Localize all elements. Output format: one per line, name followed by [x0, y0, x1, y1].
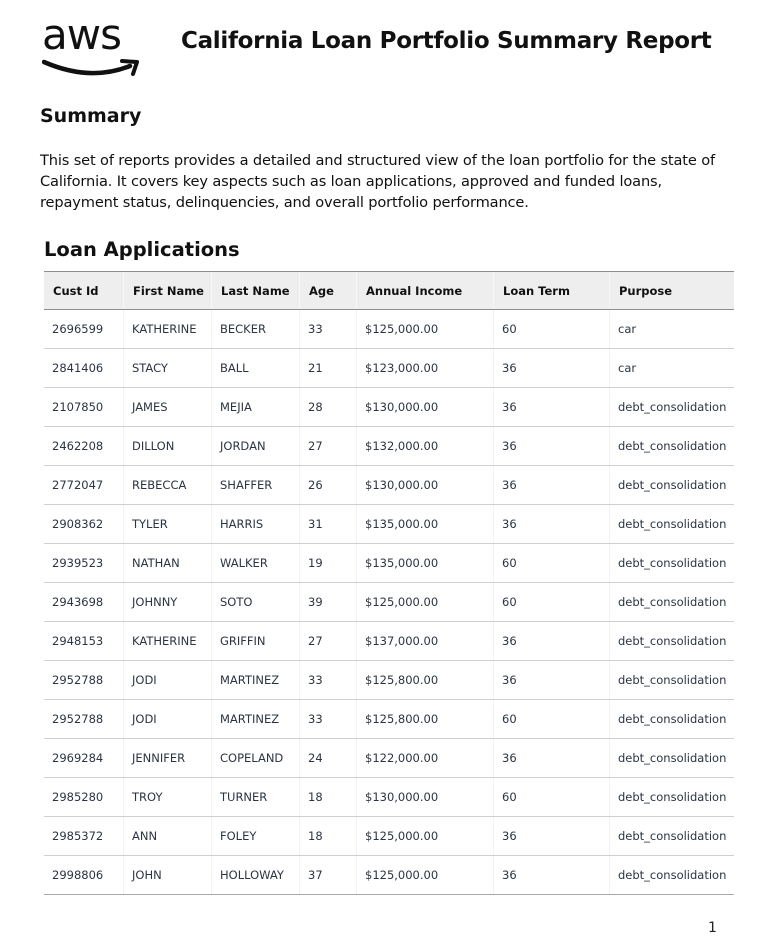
aws-logo-text: aws — [42, 10, 121, 59]
cell-age: 18 — [300, 817, 357, 856]
cell-cust-id: 2908362 — [44, 505, 124, 544]
cell-age: 26 — [300, 466, 357, 505]
cell-annual-income: $122,000.00 — [357, 739, 494, 778]
cell-purpose: debt_consolidation — [610, 661, 735, 700]
table-row — [44, 817, 734, 856]
report-title: California Loan Portfolio Summary Report — [181, 28, 712, 54]
cell-purpose: debt_consolidation — [610, 622, 735, 661]
cell-last-name: WALKER — [212, 544, 300, 583]
cell-loan-term: 60 — [494, 310, 610, 349]
cell-age: 39 — [300, 583, 357, 622]
cell-annual-income: $125,000.00 — [357, 310, 494, 349]
table-row — [44, 778, 734, 817]
cell-age: 18 — [300, 778, 357, 817]
cell-loan-term: 36 — [494, 661, 610, 700]
cell-purpose: debt_consolidation — [610, 583, 735, 622]
cell-cust-id: 2948153 — [44, 622, 124, 661]
table-row — [44, 505, 734, 544]
loan-applications-title: Loan Applications — [44, 238, 240, 261]
cell-first-name: JOHN — [124, 856, 212, 895]
cell-age: 24 — [300, 739, 357, 778]
cell-annual-income: $130,000.00 — [357, 388, 494, 427]
cell-age: 31 — [300, 505, 357, 544]
cell-annual-income: $125,000.00 — [357, 583, 494, 622]
cell-last-name: MEJIA — [212, 388, 300, 427]
cell-age: 19 — [300, 544, 357, 583]
cell-first-name: TROY — [124, 778, 212, 817]
cell-annual-income: $132,000.00 — [357, 427, 494, 466]
cell-cust-id: 2462208 — [44, 427, 124, 466]
table-row — [44, 544, 734, 583]
cell-purpose: debt_consolidation — [610, 856, 735, 895]
cell-purpose: debt_consolidation — [610, 739, 735, 778]
cell-age: 21 — [300, 349, 357, 388]
column-header-cust-id: Cust Id — [44, 272, 124, 310]
cell-first-name: JODI — [124, 700, 212, 739]
cell-cust-id: 2985280 — [44, 778, 124, 817]
table-row — [44, 388, 734, 427]
cell-first-name: JAMES — [124, 388, 212, 427]
table-row — [44, 622, 734, 661]
cell-last-name: SOTO — [212, 583, 300, 622]
cell-purpose: debt_consolidation — [610, 544, 735, 583]
cell-purpose: debt_consolidation — [610, 778, 735, 817]
cell-last-name: MARTINEZ — [212, 700, 300, 739]
summary-paragraph: This set of reports provides a detailed and structured view of the loan portfolio for the state of California. It covers key aspects such as loan applications, approved and funded loans, repayment status, delinquencies, and overall portfolio performance. — [40, 152, 715, 211]
cell-age: 33 — [300, 661, 357, 700]
cell-first-name: JOHNNY — [124, 583, 212, 622]
cell-first-name: JODI — [124, 661, 212, 700]
table-row — [44, 583, 734, 622]
cell-annual-income: $137,000.00 — [357, 622, 494, 661]
cell-last-name: JORDAN — [212, 427, 300, 466]
table-header-row — [44, 272, 734, 310]
cell-last-name: SHAFFER — [212, 466, 300, 505]
cell-last-name: HOLLOWAY — [212, 856, 300, 895]
cell-first-name: JENNIFER — [124, 739, 212, 778]
cell-first-name: ANN — [124, 817, 212, 856]
cell-cust-id: 2952788 — [44, 661, 124, 700]
cell-cust-id: 2772047 — [44, 466, 124, 505]
cell-age: 33 — [300, 700, 357, 739]
cell-cust-id: 2107850 — [44, 388, 124, 427]
cell-last-name: HARRIS — [212, 505, 300, 544]
cell-annual-income: $130,000.00 — [357, 778, 494, 817]
page-number: 1 — [708, 920, 717, 936]
cell-last-name: MARTINEZ — [212, 661, 300, 700]
cell-cust-id: 2696599 — [44, 310, 124, 349]
cell-first-name: STACY — [124, 349, 212, 388]
cell-purpose: debt_consolidation — [610, 817, 735, 856]
loan-applications-table — [44, 271, 734, 895]
column-header-age: Age — [300, 272, 357, 310]
cell-purpose: debt_consolidation — [610, 427, 735, 466]
cell-cust-id: 2969284 — [44, 739, 124, 778]
cell-annual-income: $135,000.00 — [357, 505, 494, 544]
column-header-last-name: Last Name — [212, 272, 300, 310]
cell-annual-income: $125,800.00 — [357, 700, 494, 739]
cell-purpose: car — [610, 349, 735, 388]
column-header-first-name: First Name — [124, 272, 212, 310]
cell-last-name: BALL — [212, 349, 300, 388]
cell-loan-term: 36 — [494, 466, 610, 505]
cell-annual-income: $135,000.00 — [357, 544, 494, 583]
cell-loan-term: 36 — [494, 856, 610, 895]
cell-cust-id: 2841406 — [44, 349, 124, 388]
cell-loan-term: 36 — [494, 817, 610, 856]
table-row — [44, 349, 734, 388]
cell-loan-term: 36 — [494, 427, 610, 466]
cell-cust-id: 2943698 — [44, 583, 124, 622]
summary-heading: Summary — [40, 105, 142, 127]
cell-last-name: BECKER — [212, 310, 300, 349]
table-row — [44, 739, 734, 778]
cell-first-name: KATHERINE — [124, 622, 212, 661]
cell-age: 27 — [300, 622, 357, 661]
cell-loan-term: 60 — [494, 544, 610, 583]
cell-annual-income: $125,800.00 — [357, 661, 494, 700]
table-row — [44, 310, 734, 349]
cell-age: 33 — [300, 310, 357, 349]
cell-first-name: REBECCA — [124, 466, 212, 505]
cell-last-name: TURNER — [212, 778, 300, 817]
cell-loan-term: 60 — [494, 700, 610, 739]
cell-last-name: GRIFFIN — [212, 622, 300, 661]
cell-age: 28 — [300, 388, 357, 427]
column-header-loan-term: Loan Term — [494, 272, 610, 310]
cell-annual-income: $130,000.00 — [357, 466, 494, 505]
cell-purpose: debt_consolidation — [610, 700, 735, 739]
cell-annual-income: $123,000.00 — [357, 349, 494, 388]
cell-age: 37 — [300, 856, 357, 895]
cell-purpose: debt_consolidation — [610, 505, 735, 544]
cell-first-name: NATHAN — [124, 544, 212, 583]
cell-loan-term: 36 — [494, 388, 610, 427]
cell-first-name: KATHERINE — [124, 310, 212, 349]
cell-annual-income: $125,000.00 — [357, 856, 494, 895]
column-header-annual-income: Annual Income — [357, 272, 494, 310]
cell-purpose: debt_consolidation — [610, 466, 735, 505]
table-row — [44, 700, 734, 739]
cell-purpose: car — [610, 310, 735, 349]
cell-purpose: debt_consolidation — [610, 388, 735, 427]
column-header-purpose: Purpose — [610, 272, 735, 310]
cell-loan-term: 60 — [494, 778, 610, 817]
cell-loan-term: 60 — [494, 583, 610, 622]
cell-loan-term: 36 — [494, 505, 610, 544]
table-row — [44, 661, 734, 700]
cell-cust-id: 2985372 — [44, 817, 124, 856]
cell-loan-term: 36 — [494, 739, 610, 778]
cell-first-name: TYLER — [124, 505, 212, 544]
cell-cust-id: 2939523 — [44, 544, 124, 583]
cell-last-name: COPELAND — [212, 739, 300, 778]
table-body — [44, 310, 734, 895]
cell-cust-id: 2952788 — [44, 700, 124, 739]
cell-loan-term: 36 — [494, 622, 610, 661]
cell-age: 27 — [300, 427, 357, 466]
cell-last-name: FOLEY — [212, 817, 300, 856]
cell-loan-term: 36 — [494, 349, 610, 388]
table-row — [44, 856, 734, 895]
cell-annual-income: $125,000.00 — [357, 817, 494, 856]
aws-smile-arrow-icon — [42, 58, 142, 78]
table-row — [44, 466, 734, 505]
cell-first-name: DILLON — [124, 427, 212, 466]
cell-cust-id: 2998806 — [44, 856, 124, 895]
aws-logo — [42, 10, 142, 78]
table-row — [44, 427, 734, 466]
